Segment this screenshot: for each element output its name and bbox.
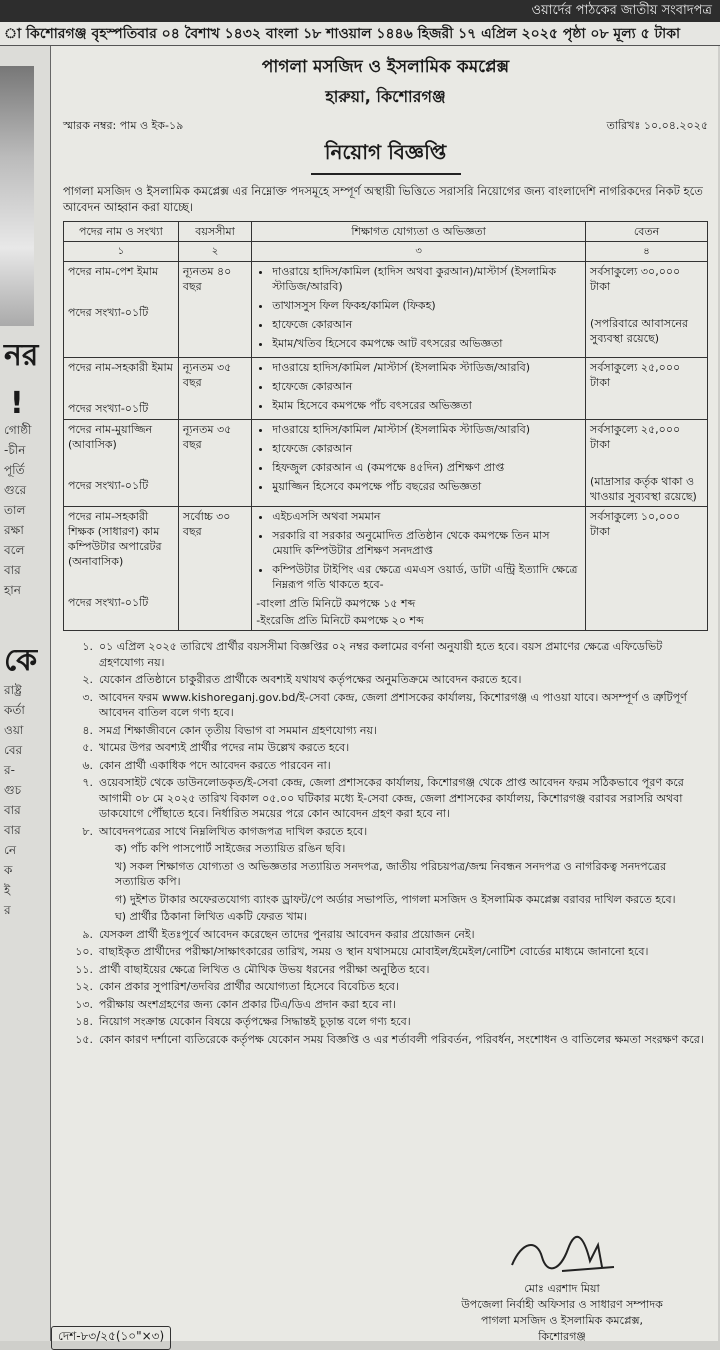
adjacent-column [0,46,50,1341]
adjacent-text-fragment: গুরে [4,483,27,497]
adjacent-headline-fragment: নর [4,338,39,373]
qualification-item: • দাওরায়ে হাদিস/কামিল /মাস্টার্স (ইসলামিক স্টাডিজ/আরবি) [272,422,581,437]
qualification-item: • মুয়াজ্জিন হিসেবে কমপক্ষে পাঁচ বছরের অভিজ্ঞতা [272,479,581,494]
term-number: ১০. [75,945,93,958]
adjacent-text-fragment: ওয়া [4,723,24,737]
post-name: পদের নাম-পেশ ইমাম [68,265,159,278]
adjacent-text-fragment: গুচ [4,783,22,797]
adjacent-text-fragment: ক [4,863,13,877]
signatory-title: উপজেলা নির্বাহী অফিসার ও সাধারণ সম্পাদক [461,1298,663,1311]
term-text: খামের উপর অবশ্যই প্রার্থীর পদের নাম উল্লেখ করতে হবে। [99,741,350,754]
adjacent-text-fragment: রাষ্ট্র [4,683,22,697]
header-qualification: শিক্ষাগত যোগ্যতা ও অভিজ্ঞতা [252,222,586,242]
term-item [63,997,708,1013]
term-item [63,690,708,721]
newspaper-dateline: া কিশোরগঞ্জ বৃহস্পতিবার ০৪ বৈশাখ ১৪৩২ বাংলা ১৮ শাওয়াল ১৪৪৬ হিজরী ১৭ এপ্রিল ২০২৫ পৃষ্ঠা ০৮ মূল্য ৫ টাকা [0,22,720,46]
adjacent-text-fragment: নে [4,843,17,857]
adjacent-text-fragment: কর্তা [4,703,25,717]
qualification-cell [252,420,586,507]
adjacent-text-fragment: বার [4,563,21,577]
term-number: ৪. [82,723,93,737]
qualification-item: • হাফেজে কোরআন [272,317,581,332]
post-row [64,420,708,507]
term-text: কোন কারণ দর্শানো ব্যতিরেকে কর্তৃপক্ষ যেকোন সময় বিজ্ঞপ্তি ও এর শর্তাবলী পরিবর্তন, পরিবর্ধন, সংশোধন ও বাতিলের ক্ষমতা সংরক্ষণ করে। [99,1032,704,1046]
signatory-place: কিশোরগঞ্জ [538,1330,586,1343]
col-number: ৪ [586,242,708,262]
term-item [63,740,708,756]
typing-speed-line: -বাংলা প্রতি মিনিটে কমপক্ষে ১৫ শব্দ [256,597,416,610]
adjacent-text-fragment: বার [4,823,21,837]
term-number: ৩. [82,690,93,704]
publication-code: দেশ-৮৩/২৫(১০"×৩) [51,1326,171,1350]
term-text: আবেদন ফরম www.kishoreganj.gov.bd/ই-সেবা কেন্দ্র, জেলা প্রশাসকের কার্যালয়, কিশোরগঞ্জ এ পাওয়া যাবে। অসম্পূর্ণ ও ত্রুটিপূর্ণ আবেদন বাতিল বলে গণ্য হবে। [99,690,687,719]
qualification-item: • হাফেজে কোরআন [272,379,581,394]
notice-title: নিয়োগ বিজ্ঞপ্তি [311,138,461,175]
term-item [63,1032,708,1048]
salary: সর্বসাকুল্যে ১০,০০০ টাকা [590,510,681,538]
qualification-item: • ইমাম/খতিব হিসেবে কমপক্ষে আট বৎসরের অভিজ্ঞতা [272,336,581,351]
term-item [63,824,708,840]
salary: সর্বসাকুল্যে ৩০,০০০ টাকা [590,265,681,293]
qualification-item: • ইমাম হিসেবে কমপক্ষে পাঁচ বৎসরের অভিজ্ঞতা [272,398,581,413]
notice-date: তারিখঃ ১০.০৪.২০২৫ [606,119,708,132]
age-limit: ন্যূনতম ৩৫ বছর [178,358,251,420]
salary-note: (সপরিবারে আবাসনের সুব্যবস্থা রয়েছে) [590,317,688,345]
recruitment-notice [50,46,718,1341]
newspaper-masthead-strip: ওয়ার্দের পাঠকের জাতীয় সংবাদপত্র [0,0,720,22]
term-number: ২. [82,673,93,686]
notice-intro: পাগলা মসজিদ ও ইসলামিক কমপ্লেক্স এর নিম্নোক্ত পদসমূহে সম্পূর্ণ অস্থায়ী ভিত্তিতে সরাসরি নিয়োগের জন্য বাংলাদেশি নাগরিকদের নিকট হতে আবেদন আহ্বান করা যাচ্ছে। [63,184,703,214]
post-row [64,507,708,631]
typing-speed-line: -ইংরেজি প্রতি মিনিটে কমপক্ষে ২০ শব্দ [256,614,424,627]
adjacent-text-fragment: গোষ্ঠী [4,423,32,437]
term-text: ওয়েবসাইট থেকে ডাউনলোডকৃত/ই-সেবা কেন্দ্র, জেলা প্রশাসকের কার্যালয়, কিশোরগঞ্জ থেকে প্রাপ্ত আবেদন ফরম সঠিকভাবে পূরণ করে আগামী ০৮ মে ২০২৫ তারিখ বিকাল ০৫.০০ ঘটিকার মধ্যে ই-সেবা কেন্দ্র, জেলা প্রশাসকের কার্যালয়, কিশোরগঞ্জ বরাবর সরাসরি অথবা ডাকযোগে পৌঁছাতে হবে। নির্ধারিত সময়ের পরে কোন আবেদন গ্রহণ করা হবে না। [99,776,684,820]
qualification-item: • তাখাসসুস ফিল ফিকহ/কামিল (ফিকহ) [272,298,581,313]
qualification-item: • হাফেজে কোরআন [272,441,581,456]
qualification-cell [252,507,586,631]
term-item [63,758,708,774]
term-item [63,927,708,943]
term-number: ৯. [82,927,93,941]
adjacent-exclamation: ! [10,386,24,421]
post-row [64,358,708,420]
posts-table [63,221,708,631]
adjacent-text-fragment: র- [4,763,15,777]
salary-note: (মাদ্রাসার কর্তৃক থাকা ও খাওয়ার সুব্যবস্থা রয়েছে) [590,475,697,503]
adjacent-text-fragment: র [4,903,11,917]
qualification-item: • এইচএসসি অথবা সমমান [272,509,581,524]
qualification-list [256,509,581,592]
qualification-list [256,264,581,351]
term-item [63,639,708,670]
attachment-item: গ) দুইশত টাকার অফেরতযোগ্য ব্যাংক ড্রাফট/পে অর্ডার সভাপতি, পাগলা মসজিদ ও ইসলামিক কমপ্লেক্স বরাবর দাখিল করতে হবে। [115,892,676,906]
salary-cell [586,262,708,358]
header-age: বয়সসীমা [178,222,251,242]
salary: সর্বসাকুল্যে ২৫,০০০ টাকা [590,423,681,451]
adjacent-text-fragment: রক্ষা [4,523,24,537]
qualification-list [256,360,581,413]
col-number: ১ [64,242,179,262]
term-text: পরীক্ষায় অংশগ্রহণের জন্য কোন প্রকার টিএ/ডিএ প্রদান করা হবে না। [99,997,396,1011]
term-text: ০১ এপ্রিল ২০২৫ তারিখে প্রার্থীর বয়সসীমা বিজ্ঞপ্তির ০২ নম্বর কলামের বর্ণনা অনুযায়ী হতে হবে। বয়স প্রমাণের ক্ষেত্রে এফিডেভিট গ্রহণযোগ্য নয়। [99,640,663,669]
term-text: সমগ্র শিক্ষাজীবনে কোন তৃতীয় বিভাগ বা সমমান গ্রহণযোগ্য নয়। [99,723,377,737]
post-count: পদের সংখ্যা-০১টি [68,596,149,609]
adjacent-text-fragment: বার [4,803,21,817]
adjacent-text-fragment: ই [4,883,11,897]
adjacent-text-fragment: পূর্তি [4,463,25,477]
term-text: যেকোন প্রতিষ্ঠানে চাকুরীরত প্রার্থীকে অবশ্যই যথাযথ কর্তৃপক্ষের অনুমতিক্রমে আবেদন করতে হবে। [99,673,522,686]
post-row [64,262,708,358]
org-place: হারুয়া, কিশোরগঞ্জ [325,87,446,106]
qualification-item: • হিফজুল কোরআন এ (কমপক্ষে ৪৫দিন) প্রশিক্ষণ প্রাপ্ত [272,460,581,475]
term-text: কোন প্রার্থী একাধিক পদে আবেদন করতে পারবেন না। [99,758,331,772]
age-limit: ন্যূনতম ৪০ বছর [178,262,251,358]
header-post: পদের নাম ও সংখ্যা [64,222,179,242]
terms-list [63,639,708,1047]
qualification-list [256,422,581,494]
post-count: পদের সংখ্যা-০১টি [68,479,149,492]
term-item [63,1014,708,1030]
qualification-item: • কম্পিউটার টাইপিং এর ক্ষেত্রে এমএস ওয়ার্ড, ডাটা এন্ট্রি ইত্যাদি ক্ষেত্রে নিম্নরূপ গতি থাকতে হবে- [272,562,581,592]
cropped-photo [0,66,34,326]
term-number: ১৪. [75,1015,93,1028]
qualification-item: • দাওরায়ে হাদিস/কামিল /মাস্টার্স (ইসলামিক স্টাডিজ/আরবি) [272,360,581,375]
term-number: ১১. [75,962,93,976]
term-item [63,775,708,822]
signatory-name: মোঃ এরশাদ মিয়া [524,1282,600,1295]
adjacent-text-fragment: তাল [4,503,26,517]
age-limit: সর্বোচ্চ ৩০ বছর [178,507,251,631]
term-number: ৫. [82,741,93,754]
qualification-item: • দাওরায়ে হাদিস/কামিল (হাদিস অথবা কুরআন)/মাস্টার্স (ইসলামিক স্টাডিজ/আরবি) [272,264,581,294]
term-text: আবেদনপত্রের সাথে নিম্নলিখিত কাগজপত্র দাখিল করতে হবে। [99,824,368,838]
adjacent-text-fragment: বলে [4,543,25,557]
salary: সর্বসাকুল্যে ২৫,০০০ টাকা [590,361,681,389]
adjacent-text-fragment: -চীন [4,443,26,457]
post-name: পদের নাম-সহকারী শিক্ষক (সাধারণ) কাম কম্পিউটার অপারেটর (অনাবাসিক) [68,510,162,568]
col-number: ২ [178,242,251,262]
term-number: ১২. [75,980,93,993]
signature-block [432,1231,692,1345]
term-text: নিয়োগ সংক্রান্ত যেকোন বিষয়ে কর্তৃপক্ষের সিদ্ধান্তই চূড়ান্ত বলে গণ্য হবে। [99,1015,411,1028]
term-item [63,944,708,960]
attachment-item: ক) পাঁচ কপি পাসপোর্ট সাইজের সত্যায়িত রঙিন ছবি। [115,842,346,855]
term-number: ৭. [82,776,93,789]
term-text: কোন প্রকার সুপারিশ/তদবির প্রার্থীর অযোগ্যতা হিসেবে বিবেচিত হবে। [99,980,399,993]
qualification-cell [252,262,586,358]
term-number: ৮. [82,824,93,838]
post-cell [64,420,179,507]
reference-number: স্মারক নম্বর: পাম ও ইক-১৯ [63,119,184,132]
post-name: পদের নাম-মুয়াজ্জিন (আবাসিক) [68,423,153,451]
post-name: পদের নাম-সহকারী ইমাম [68,361,173,374]
adjacent-text-fragment: হান [4,583,21,597]
signature-image [432,1231,692,1279]
term-number: ১৫. [75,1032,93,1046]
header-salary: বেতন [586,222,708,242]
salary-cell [586,420,708,507]
ref-row [63,117,708,136]
qualification-cell [252,358,586,420]
term-number: ৬. [82,758,93,772]
col-number: ৩ [252,242,586,262]
attachment-item: ঘ) প্রার্থীর ঠিকানা লিখিত একটি ফেরত খাম। [115,910,307,923]
term-item [63,962,708,978]
qualification-item: • সরকারি বা সরকার অনুমোদিত প্রতিষ্ঠান থেকে কমপক্ষে তিন মাস মেয়াদি কম্পিউটার প্রশিক্ষণ সনদপ্রাপ্ত [272,528,581,558]
term-item [63,979,708,995]
term-text: যেসকল প্রার্থী ইতঃপূর্বে আবেদন করেছেন তাদের পুনরায় আবেদন করার প্রয়োজন নেই। [99,927,475,941]
post-cell [64,507,179,631]
term-text: প্রার্থী বাছাইয়ের ক্ষেত্রে লিখিত ও মৌখিক উভয় ধরনের পরীক্ষা অনুষ্ঠিত হবে। [99,962,430,976]
post-cell [64,358,179,420]
term-number: ১. [82,640,93,653]
adjacent-text-fragment: বের [4,743,23,757]
age-limit: ন্যূনতম ৩৫ বছর [178,420,251,507]
term-item [63,672,708,688]
post-cell [64,262,179,358]
salary-cell [586,358,708,420]
term-item [63,723,708,739]
post-count: পদের সংখ্যা-০১টি [68,402,149,415]
term-number: ১৩. [75,997,93,1011]
salary-cell [586,507,708,631]
adjacent-headline-fragment-2: কে [4,643,38,678]
term-text: বাছাইকৃত প্রার্থীদের পরীক্ষা/সাক্ষাৎকারের তারিখ, সময় ও স্থান যথাসময়ে মোবাইল/ইমেইল/নোটিশ বোর্ডের মাধ্যমে জানানো হবে। [99,945,649,958]
signatory-org: পাগলা মসজিদ ও ইসলামিক কমপ্লেক্স, [480,1314,644,1327]
attachment-item: খ) সকল শিক্ষাগত যোগ্যতা ও অভিজ্ঞতার সত্যায়িত সনদপত্র, জাতীয় পরিচয়পত্র/জন্ম নিবন্ধন সনদপত্র ও নাগরিকত্ব সনদপত্রের সত্যায়িত কপি। [115,859,667,888]
org-name: পাগলা মসজিদ ও ইসলামিক কমপ্লেক্স [261,57,510,77]
post-count: পদের সংখ্যা-০১টি [68,306,149,319]
